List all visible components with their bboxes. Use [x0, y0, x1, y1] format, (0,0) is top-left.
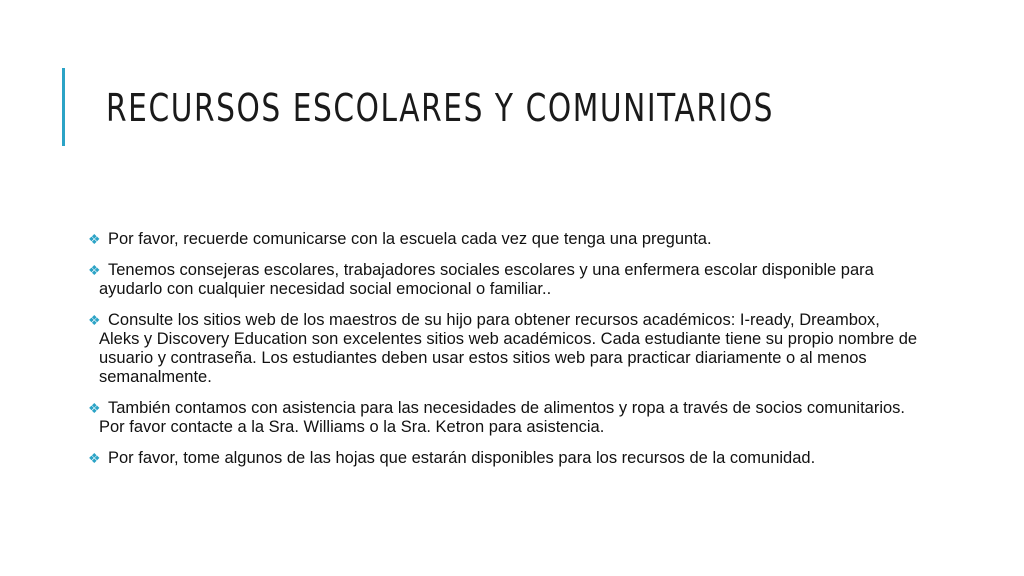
bullet-item [88, 449, 918, 468]
bullet-item [88, 311, 918, 387]
bullet-text: También contamos con asistencia para las necesidades de alimentos y ropa a través de socios comunitarios. Por favor contacte a la Sra. Williams o la Sra. Ketron para asistencia. [99, 399, 906, 436]
slide-title: RECURSOS ESCOLARES Y COMUNITARIOS [106, 86, 775, 130]
diamond-bullet-icon: ❖ [88, 262, 101, 278]
bullet-item [88, 230, 918, 249]
bullet-text: Consulte los sitios web de los maestros de su hijo para obtener recursos académicos: I-ready, Dreambox, Aleks y Discovery Education son excelentes sitios web académicos. Cada estudiante tiene su propio nombre de usuario y contraseña. Los estudiantes deben usar estos sitios web para practicar diariamente o al menos semanalmente. [99, 311, 918, 386]
diamond-bullet-icon: ❖ [88, 400, 101, 416]
diamond-bullet-icon: ❖ [88, 231, 101, 247]
title-accent-bar [62, 68, 65, 146]
diamond-bullet-icon: ❖ [88, 312, 101, 328]
bullet-text: Por favor, tome algunos de las hojas que estarán disponibles para los recursos de la comunidad. [108, 449, 816, 467]
diamond-bullet-icon: ❖ [88, 450, 101, 466]
bullet-item [88, 399, 918, 437]
bullet-list [88, 230, 918, 480]
bullet-text: Tenemos consejeras escolares, trabajadores sociales escolares y una enfermera escolar disponible para ayudarlo con cualquier necesidad social emocional o familiar.. [99, 261, 874, 298]
bullet-text: Por favor, recuerde comunicarse con la escuela cada vez que tenga una pregunta. [108, 230, 712, 248]
bullet-item [88, 261, 918, 299]
